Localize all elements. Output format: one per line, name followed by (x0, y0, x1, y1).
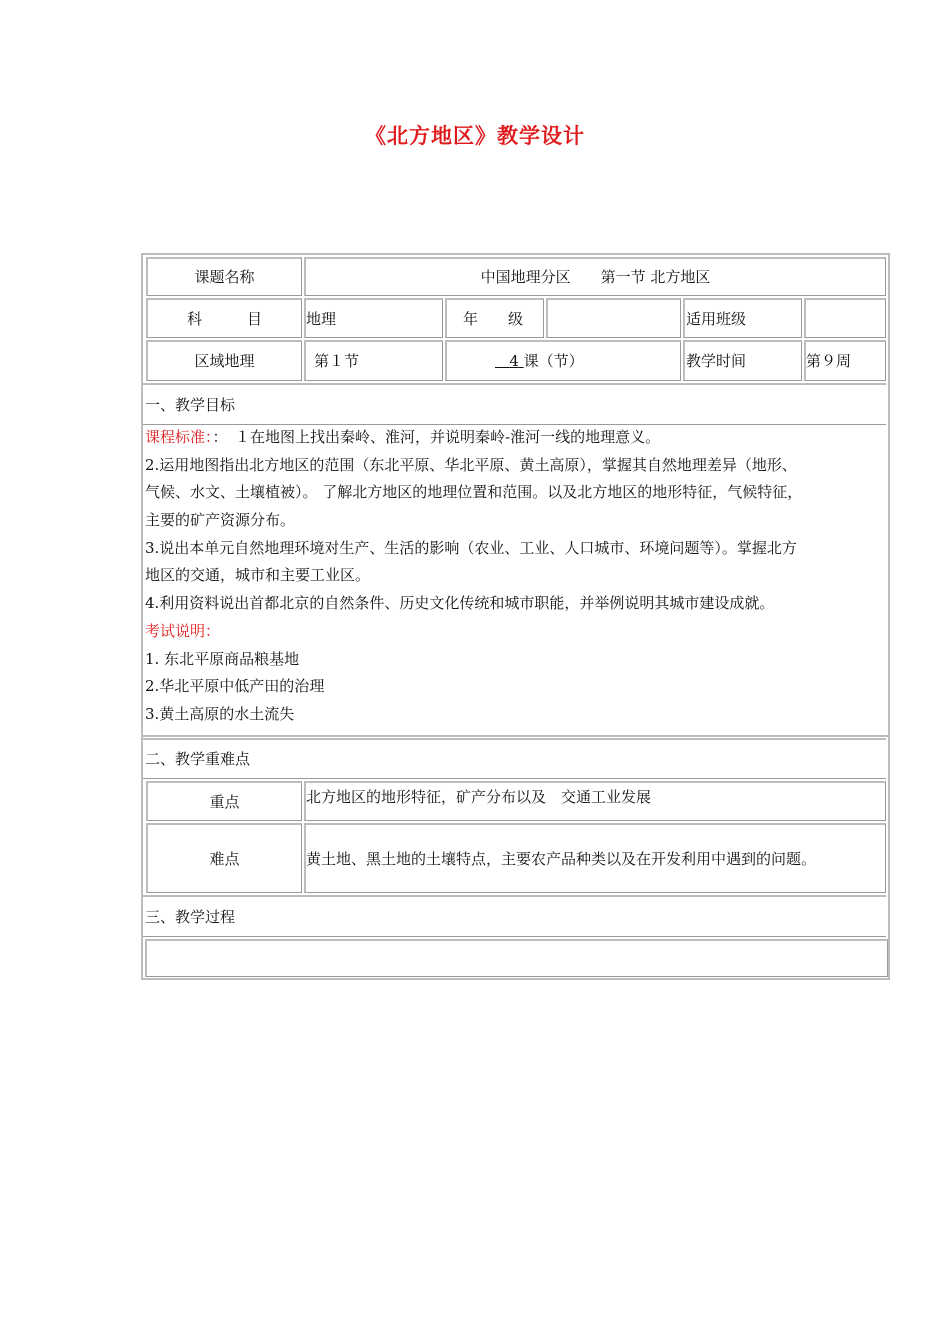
goal-line-7: 4.利用资料说出首都北京的自然条件、历史文化传统和城市职能，并举例说明其城市建设成就。 (145, 594, 775, 613)
key-points-heading: 二、教学重难点 (143, 738, 886, 779)
process-content (145, 939, 888, 977)
subject-label: 科 目 (146, 298, 302, 338)
region-label: 区域地理 (146, 340, 302, 381)
grade-label: 年 级 (445, 298, 544, 338)
goal-line-4: 主要的矿产资源分布。 (145, 511, 296, 530)
divider (143, 735, 888, 737)
lesson-unit: 课（节） (523, 352, 584, 370)
focus-value: 北方地区的地形特征，矿产分布以及 交通工业发展 (304, 781, 886, 821)
topic-label: 课题名称 (146, 257, 302, 296)
class-label: 适用班级 (683, 298, 802, 338)
exam-item-2: 2.华北平原中低产田的治理 (145, 677, 325, 696)
exam-item-3: 3.黄土高原的水土流失 (145, 704, 295, 723)
topic-value: 中国地理分区 第一节 北方地区 (304, 257, 886, 296)
goal-line-2: 2.运用地图指出北方地区的范围（东北平原、华北平原、黄土高原），掌握其自然地理差异（地形、 (145, 455, 797, 474)
difficulty-label: 难点 (146, 823, 302, 893)
goal-line-3: 气候、水文、土壤植被）。 了解北方地区的地理位置和范围。以及北方地区的地形特征，气候特征， (145, 483, 803, 502)
grade-value (546, 298, 681, 338)
lesson-count: 4 (509, 352, 519, 370)
time-value: 第９周 (804, 340, 886, 381)
goal-line-5: 3.说出本单元自然地理环境对生产、生活的影响（农业、工业、人口城市、环境问题等）。掌握北方 (145, 538, 797, 557)
focus-label: 重点 (146, 781, 302, 821)
section-value: 第１节 (304, 340, 443, 381)
goals-content (145, 424, 890, 729)
lesson-count-cell (445, 340, 681, 381)
document-title: 《北方地区》教学设计 (365, 124, 585, 148)
standard-label: 课程标准： (145, 428, 213, 446)
goal-line-6: 地区的交通，城市和主要工业区。 (145, 566, 371, 585)
subject-value: 地理 (304, 298, 443, 338)
process-heading: 三、教学过程 (143, 895, 886, 937)
time-label: 教学时间 (683, 340, 802, 381)
class-value (804, 298, 886, 338)
exam-label: 考试说明： (145, 621, 221, 640)
exam-item-1: 1. 东北平原商品粮基地 (145, 649, 300, 668)
standard-line-1: ： １在地图上找出秦岭、淮河，并说明秦岭-淮河一线的地理意义。 (212, 428, 661, 446)
difficulty-value: 黄土地、黑土地的土壤特点，主要农产品种类以及在开发利用中遇到的问题。 (304, 823, 886, 893)
goals-heading: 一、教学目标 (143, 383, 886, 425)
